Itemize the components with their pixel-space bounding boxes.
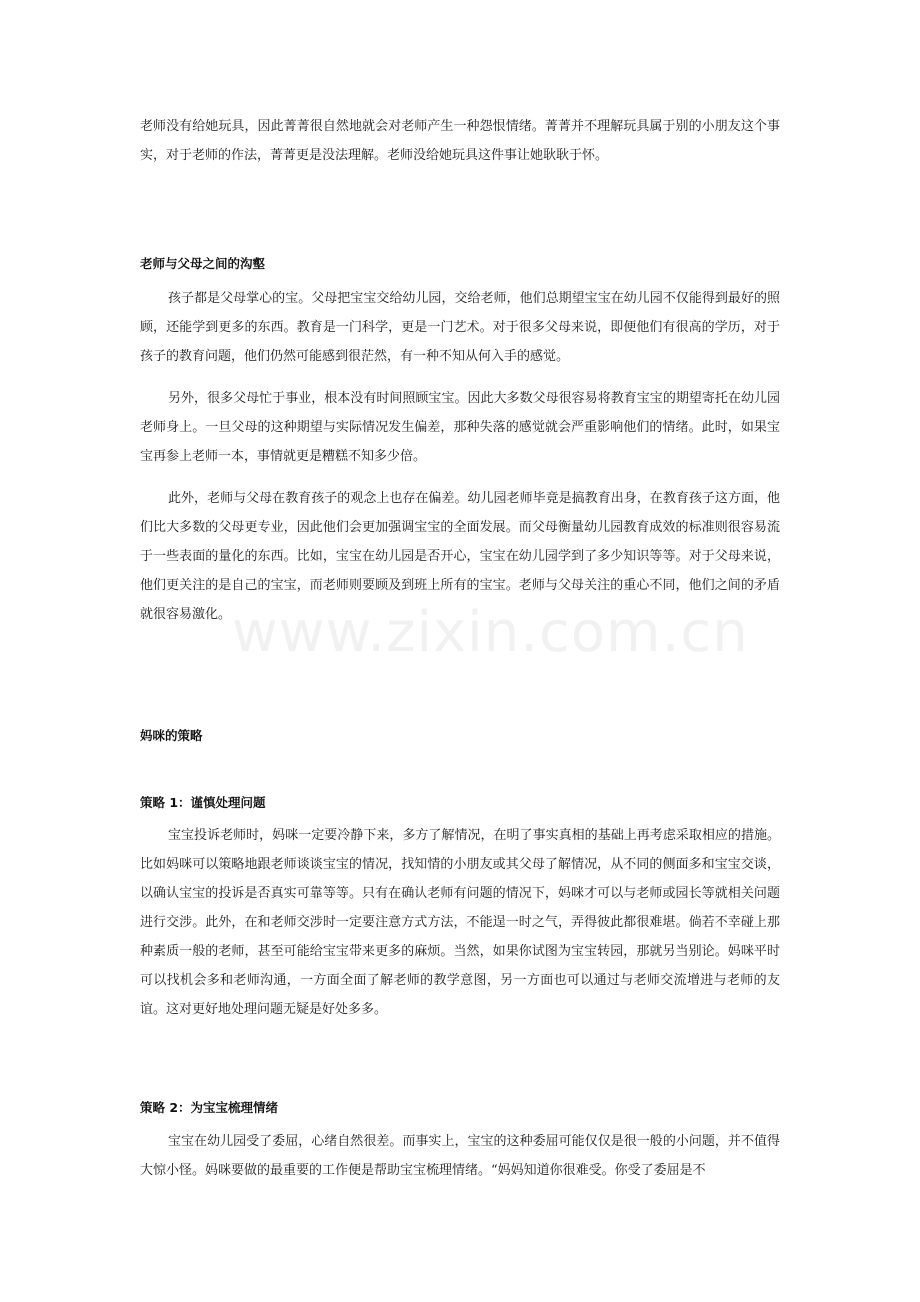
strategy-2-paragraph: 宝宝在幼儿园受了委屈，心绪自然很差。而事实上，宝宝的这种委屈可能仅仅是很一般的小问题，并不值得大惊小怪。妈咪要做的最重要的工作便是帮助宝宝梳理情绪。“妈妈知道你很难受。你受了委屈是不	[140, 1134, 780, 1178]
section-heading-communication: 老师与父母之间的沟壑	[140, 256, 266, 271]
communication-paragraph-2: 另外，很多父母忙于事业，根本没有时间照顾宝宝。因此大多数父母很容易将教育宝宝的期望寄托在幼儿园老师身上。一旦父母的这种期望与实际情况发生偏差，那种失落的感觉就会严重影响他们的情绪。此时，如果宝宝再参上老师一本，事情就更是糟糕不知多少倍。	[140, 391, 780, 464]
communication-paragraph-3: 此外，老师与父母在教育孩子的观念上也存在偏差。幼儿园老师毕竟是搞教育出身，在教育孩子这方面，他们比大多数的父母更专业，因此他们会更加强调宝宝的全面发展。而父母衡量幼儿园教育成效的标准则很容易流于一些表面的量化的东西。比如，宝宝在幼儿园是否开心，宝宝在幼儿园学到了多少知识等等。对于父母来说，他们更关注的是自己的宝宝，而老师则要顾及到班上所有的宝宝。老师与父母关注的重心不同，他们之间的矛盾就很容易激化。	[140, 491, 780, 622]
intro-paragraph: 老师没有给她玩具，因此菁菁很自然地就会对老师产生一种怨恨情绪。菁菁并不理解玩具属于别的小朋友这个事实，对于老师的作法，菁菁更是没法理解。老师没给她玩具这件事让她耿耿于怀。	[140, 119, 780, 163]
section-heading-strategy: 妈咪的策略	[140, 728, 203, 743]
strategy-1-paragraph: 宝宝投诉老师时，妈咪一定要冷静下来，多方了解情况，在明了事实真相的基础上再考虑采取相应的措施。比如妈咪可以策略地跟老师谈谈宝宝的情况，找知情的小朋友或其父母了解情况，从不同的侧面多和宝宝交谈，以确认宝宝的投诉是否真实可靠等等。只有在确认老师有问题的情况下，妈咪才可以与老师或园长等就相关问题进行交涉。此外，在和老师交涉时一定要注意方式方法，不能逞一时之气，弄得彼此都很难堪。倘若不幸碰上那种素质一般的老师，甚至可能给宝宝带来更多的麻烦。当然，如果你试图为宝宝转园，那就另当别论。妈咪平时可以找机会多和老师沟通，一方面全面了解老师的教学意图，另一方面也可以通过与老师交流增进与老师的友谊。这对更好地处理问题无疑是好处多多。	[140, 828, 780, 1017]
strategy-2-heading: 策略 2：为宝宝梳理情绪	[140, 1100, 279, 1115]
strategy-1-heading: 策略 1：谨慎处理问题	[140, 795, 266, 810]
communication-paragraph-1: 孩子都是父母掌心的宝。父母把宝宝交给幼儿园，交给老师，他们总期望宝宝在幼儿园不仅能得到最好的照顾，还能学到更多的东西。教育是一门科学，更是一门艺术。对于很多父母来说，即便他们有很高的学历，对于孩子的教育问题，他们仍然可能感到很茫然，有一种不知从何入手的感觉。	[140, 291, 780, 364]
watermark-text: www.zixin.com.cn	[232, 600, 749, 665]
